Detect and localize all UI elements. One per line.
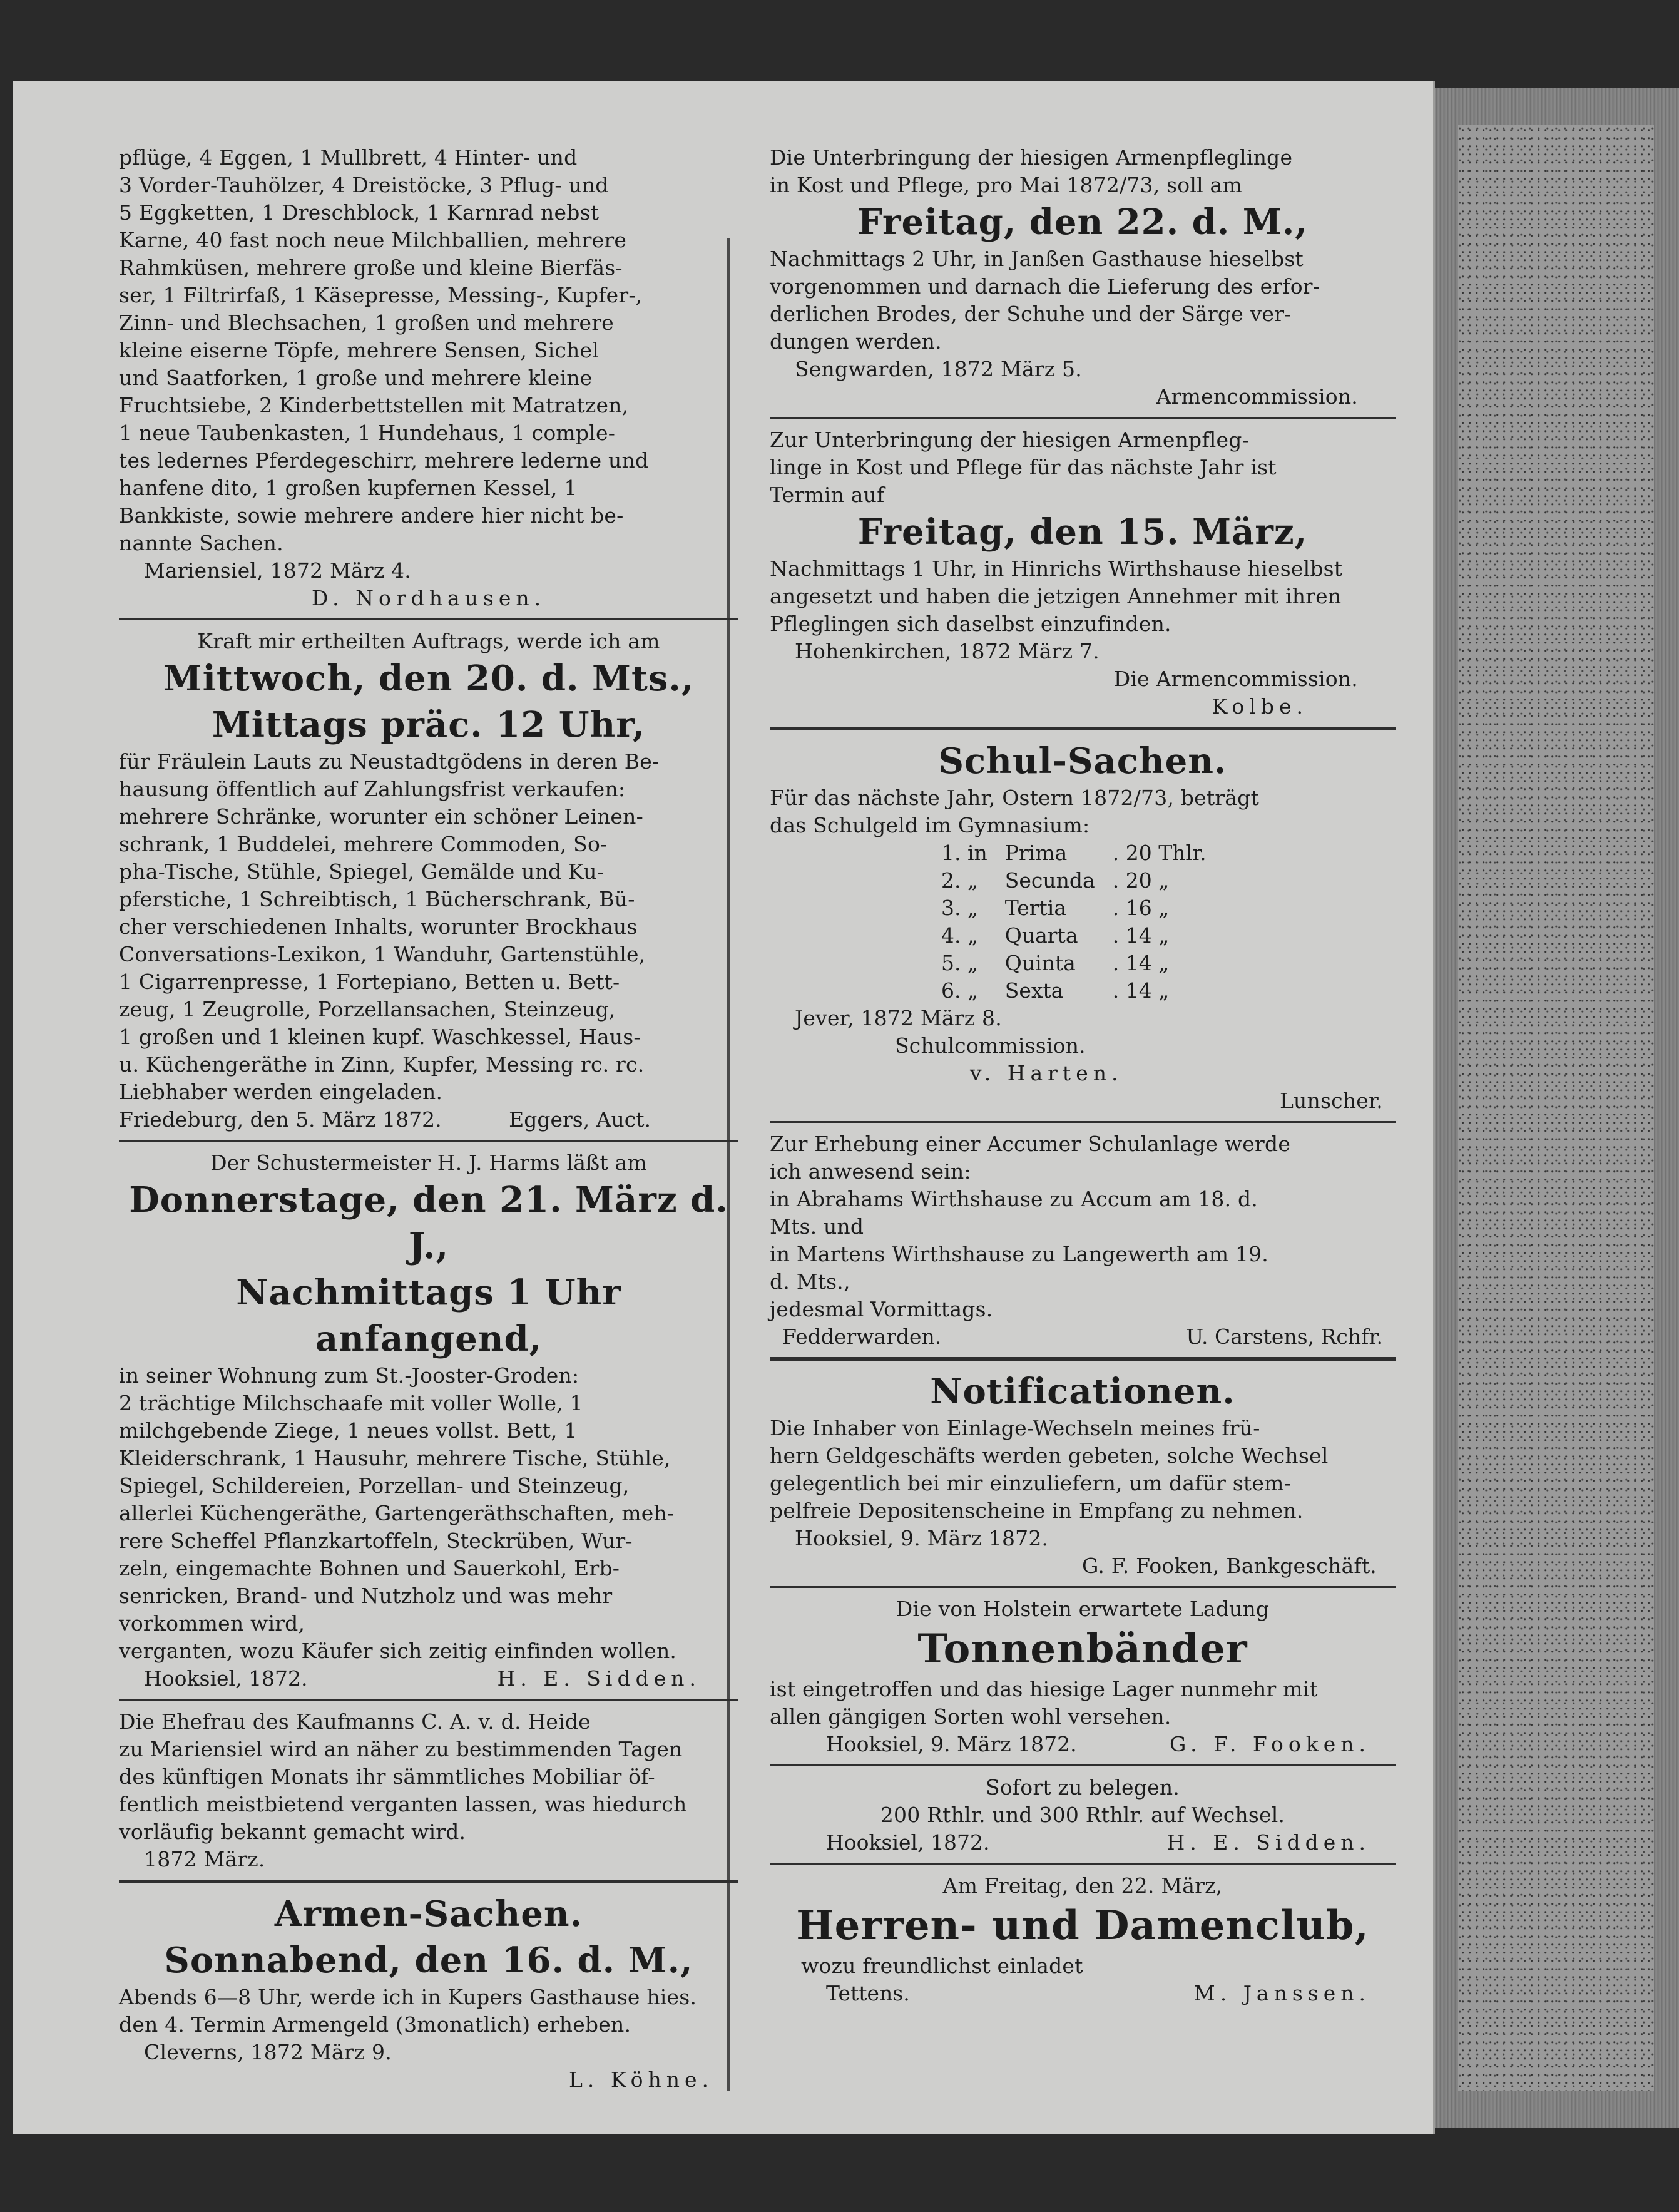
- place-date: Hohenkirchen, 1872 März 7.: [795, 639, 1100, 663]
- section-heading: Schul-Sachen.: [938, 740, 1227, 782]
- ad-intro: Die von Holstein erwartete Ladung: [896, 1597, 1270, 1621]
- ad-headline: Sonnabend, den 16. d. M.,: [164, 1940, 693, 1981]
- ad-headline: Herren- und Damenclub,: [796, 1902, 1369, 1949]
- ad-headline: Freitag, den 22. d. M.,: [857, 202, 1308, 243]
- signature: G. F. Fooken, Bankgeschäft.: [1081, 1554, 1377, 1578]
- text-line: 5 Eggketten, 1 Dreschblock, 1 Karnrad nebst: [119, 200, 600, 225]
- signature: H. E. Sidden.: [1166, 1830, 1370, 1855]
- text-line: Mts. und: [770, 1214, 864, 1239]
- text-line: Karne, 40 fast noch neue Milchballien, mehrere: [119, 228, 627, 252]
- place-date: Jever, 1872 März 8.: [795, 1006, 1002, 1030]
- text-line: angesetzt und haben die jetzigen Annehmer mit ihren: [770, 584, 1342, 608]
- text-line: fentlich meistbietend verganten lassen, was hiedurch: [119, 1792, 687, 1816]
- school-fee-amount: . 20 Thlr.: [1112, 841, 1207, 865]
- ad-intro: Sofort zu belegen.: [986, 1775, 1180, 1800]
- ad-body-line: wozu freundlichst einladet: [801, 1953, 1083, 1978]
- notice-loan: [770, 1774, 1396, 1856]
- signature: U. Carstens, Rchfr.: [1186, 1324, 1383, 1349]
- auction-notice-eggers: [119, 628, 738, 1134]
- text-line: zu Mariensiel wird an näher zu bestimmenden Tagen: [119, 1737, 683, 1761]
- ad-intro: Der Schustermeister H. J. Harms läßt am: [210, 1150, 647, 1175]
- text-line: d. Mts.,: [770, 1269, 850, 1294]
- separator-rule-thick: [119, 1880, 738, 1883]
- ad-body: [770, 144, 1396, 199]
- text-line: Zinn- und Blechsachen, 1 großen und mehrere: [119, 310, 614, 335]
- ad-body: [770, 1676, 1396, 1731]
- text-line: den 4. Termin Armengeld (3monatlich) erheben.: [119, 2012, 631, 2037]
- separator-rule-thick: [770, 1357, 1396, 1361]
- separator-rule: [770, 1764, 1396, 1766]
- ad-body: [119, 1708, 738, 1846]
- text-line: rere Scheffel Pflanzkartoffeln, Steckrüben, Wur-: [119, 1528, 633, 1553]
- ad-body: [770, 784, 1396, 839]
- school-fee-n: 4. „: [941, 923, 979, 948]
- ad-headline: Donnerstage, den 21. März d. J.,: [129, 1179, 728, 1267]
- school-fee-row: [932, 922, 1215, 950]
- school-fee-n: 6. „: [941, 978, 979, 1003]
- text-line: Kleiderschrank, 1 Hausuhr, mehrere Tische, Stühle,: [119, 1446, 671, 1470]
- school-fee-n: 2. „: [941, 868, 979, 893]
- school-fee-name: Quarta: [1004, 923, 1078, 948]
- text-line: u. Küchengeräthe in Zinn, Kupfer, Messing rc. rc.: [119, 1052, 645, 1077]
- text-line: schrank, 1 Buddelei, mehrere Commoden, So-: [119, 832, 608, 856]
- place-date: Hooksiel, 9. März 1872.: [826, 1732, 1077, 1756]
- text-line: derlichen Brodes, der Schuhe und der Särge ver-: [770, 302, 1292, 326]
- text-line: in Martens Wirthshause zu Langewerth am 19.: [770, 1242, 1268, 1266]
- text-line: Abends 6—8 Uhr, werde ich in Kupers Gasthause hies.: [119, 1985, 697, 2009]
- signature: M. Janssen.: [1193, 1981, 1370, 2005]
- signature-second: Lunscher.: [1279, 1088, 1383, 1113]
- school-fee-n: 1. in: [941, 841, 987, 865]
- notice-sengwarden: [770, 144, 1396, 411]
- text-line: hausung öffentlich auf Zahlungsfrist verkaufen:: [119, 777, 626, 801]
- text-line: in Kost und Pflege, pro Mai 1872/73, soll am: [770, 173, 1242, 197]
- text-line: Die Ehefrau des Kaufmanns C. A. v. d. Heide: [119, 1709, 591, 1734]
- text-line: allen gängigen Sorten wohl versehen.: [770, 1704, 1171, 1729]
- section-heading: Armen-Sachen.: [274, 1893, 583, 1935]
- text-line: und Saatforken, 1 große und mehrere kleine: [119, 366, 593, 390]
- text-line: gelegentlich bei mir einzuliefern, um dafür stem-: [770, 1471, 1291, 1495]
- notifications: [770, 1368, 1396, 1580]
- text-line: milchgebende Ziege, 1 neues vollst. Bett, 1: [119, 1418, 578, 1443]
- text-line: Fruchtsiebe, 2 Kinderbettstellen mit Matratzen,: [119, 393, 629, 417]
- ad-headline-time: Mittags präc. 12 Uhr,: [212, 704, 646, 745]
- school-fee-amount: . 16 „: [1112, 896, 1170, 920]
- ad-headline: Freitag, den 15. März,: [857, 511, 1308, 553]
- left-column: [119, 144, 738, 2094]
- school-fee-row: [932, 950, 1215, 977]
- signature: D. Nordhausen.: [311, 586, 546, 610]
- text-line: 1 neue Taubenkasten, 1 Hundehaus, 1 comple-: [119, 421, 616, 445]
- separator-rule: [770, 1586, 1396, 1588]
- text-line: Conversations-Lexikon, 1 Wanduhr, Gartenstühle,: [119, 942, 646, 966]
- school-fees-notice: [770, 738, 1396, 1115]
- text-line: 1 großen und 1 kleinen kupf. Waschkessel, Haus-: [119, 1025, 641, 1049]
- school-fee-amount: . 14 „: [1112, 978, 1170, 1003]
- notice-hohenkirchen: [770, 426, 1396, 720]
- school-fee-name: Prima: [1004, 841, 1068, 865]
- place-date: Sengwarden, 1872 März 5.: [795, 357, 1082, 381]
- place-date: Hooksiel, 1872.: [826, 1830, 990, 1855]
- text-line: Für das nächste Jahr, Ostern 1872/73, beträgt: [770, 786, 1259, 810]
- ad-intro: Am Freitag, den 22. März,: [942, 1873, 1223, 1898]
- poor-relief-notice: [119, 1891, 738, 2094]
- signature: Armencommission.: [1156, 384, 1358, 409]
- signature: v. Harten.: [970, 1061, 1123, 1085]
- text-line: verganten, wozu Käufer sich zeitig einfinden wollen.: [119, 1639, 677, 1663]
- ad-headline: Tonnenbänder: [917, 1626, 1248, 1672]
- text-line: hanfene dito, 1 großen kupfernen Kessel, 1: [119, 476, 578, 500]
- ad-body: [119, 1984, 738, 2039]
- text-line: pferstiche, 1 Schreibtisch, 1 Bücherschrank, Bü-: [119, 887, 635, 911]
- text-line: Bankkiste, sowie mehrere andere hier nicht be-: [119, 503, 624, 528]
- place-date: 1872 März.: [144, 1847, 265, 1871]
- text-line: tes ledernes Pferdegeschirr, mehrere lederne und: [119, 448, 649, 473]
- text-line: vorkommen wird,: [119, 1611, 305, 1636]
- separator-rule: [119, 1699, 738, 1701]
- auction-notice-harms: [119, 1149, 738, 1692]
- text-line: Spiegel, Schildereien, Porzellan- und Steinzeug,: [119, 1473, 630, 1498]
- text-line: mehrere Schränke, worunter ein schöner Leinen-: [119, 804, 643, 829]
- ad-body-line: 200 Rthlr. und 300 Rthlr. auf Wechsel.: [880, 1803, 1285, 1827]
- text-line: Termin auf: [770, 483, 885, 507]
- text-line: linge in Kost und Pflege für das nächste Jahr ist: [770, 455, 1277, 479]
- text-line: zeug, 1 Zeugrolle, Porzellansachen, Steinzeug,: [119, 997, 616, 1022]
- commission-signature: Schulcommission.: [895, 1033, 1086, 1058]
- separator-rule: [770, 1863, 1396, 1865]
- ad-body: [770, 1415, 1396, 1525]
- ad-body: [119, 1362, 738, 1665]
- school-fee-amount: . 14 „: [1112, 923, 1170, 948]
- ad-body: [119, 748, 738, 1106]
- book-page-edges: [1433, 88, 1679, 2128]
- text-line: Liebhaber werden eingeladen.: [119, 1080, 443, 1104]
- ad-body: [770, 555, 1396, 638]
- text-line: des künftigen Monats ihr sämmtliches Mobiliar öf-: [119, 1764, 655, 1789]
- signature: Eggers, Auct.: [509, 1107, 651, 1132]
- text-line: ser, 1 Filtrirfaß, 1 Käsepresse, Messing-, Kupfer-,: [119, 283, 643, 307]
- text-line: in seiner Wohnung zum St.-Jooster-Groden:: [119, 1363, 579, 1388]
- ad-body: [770, 1130, 1396, 1323]
- text-line: nannte Sachen.: [119, 531, 283, 555]
- auction-notice-nordhausen: [119, 144, 738, 612]
- page-edge-texture: [1458, 125, 1654, 2091]
- notice-tonnenbaender: [770, 1595, 1396, 1758]
- text-line: Nachmittags 1 Uhr, in Hinrichs Wirthshause hieselbst: [770, 556, 1343, 581]
- place-date: Friedeburg, den 5. März 1872.: [119, 1107, 442, 1132]
- separator-rule: [770, 417, 1396, 419]
- signature: Kolbe.: [1212, 694, 1308, 719]
- text-line: vorläufig bekannt gemacht wird.: [119, 1820, 466, 1844]
- place-date: Tettens.: [826, 1981, 910, 2005]
- school-fee-name: Secunda: [1004, 868, 1095, 893]
- text-line: in Abrahams Wirthshause zu Accum am 18. d.: [770, 1187, 1258, 1211]
- ad-body: [770, 245, 1396, 356]
- text-line: 1 Cigarrenpresse, 1 Fortepiano, Betten u. Bett-: [119, 970, 620, 994]
- school-fee-name: Sexta: [1004, 978, 1064, 1003]
- separator-rule-thick: [770, 727, 1396, 730]
- text-line: hern Geldgeschäfts werden gebeten, solche Wechsel: [770, 1443, 1329, 1468]
- text-line: senricken, Brand- und Nutzholz und was mehr: [119, 1584, 613, 1608]
- ad-body: [770, 426, 1396, 509]
- text-line: vorgenommen und darnach die Lieferung des erfor-: [770, 274, 1320, 299]
- place-date: Fedderwarden.: [782, 1324, 942, 1349]
- text-line: Zur Unterbringung der hiesigen Armenpfleg-: [770, 428, 1249, 452]
- place-date: Cleverns, 1872 März 9.: [144, 2040, 392, 2064]
- text-line: kleine eiserne Töpfe, mehrere Sensen, Sichel: [119, 338, 599, 362]
- text-line: Pfleglingen sich daselbst einzufinden.: [770, 612, 1171, 636]
- school-fee-amount: . 20 „: [1112, 868, 1170, 893]
- place-date: Hooksiel, 9. März 1872.: [795, 1526, 1049, 1550]
- school-fee-row: [932, 977, 1215, 1005]
- text-line: pflüge, 4 Eggen, 1 Mullbrett, 4 Hinter- und: [119, 145, 578, 170]
- commission-signature: Die Armencommission.: [1113, 667, 1358, 691]
- text-line: ist eingetroffen und das hiesige Lager nunmehr mit: [770, 1677, 1318, 1701]
- signature: G. F. Fooken.: [1170, 1732, 1370, 1756]
- text-line: Rahmküsen, mehrere große und kleine Bierfäs-: [119, 255, 623, 280]
- separator-rule: [119, 1140, 738, 1142]
- separator-rule: [119, 618, 738, 620]
- school-fee-name: Tertia: [1004, 896, 1067, 920]
- notice-accum-school-levy: [770, 1130, 1396, 1351]
- school-fee-amount: . 14 „: [1112, 951, 1170, 975]
- text-line: Zur Erhebung einer Accumer Schulanlage werde: [770, 1132, 1291, 1156]
- right-column: [770, 144, 1396, 2007]
- school-fee-table: [932, 839, 1215, 1005]
- school-fee-row: [932, 867, 1215, 894]
- place-date: Mariensiel, 1872 März 4.: [144, 558, 412, 583]
- ad-headline-time: Nachmittags 1 Uhr anfangend,: [236, 1272, 621, 1359]
- place-date: Hooksiel, 1872.: [144, 1666, 308, 1691]
- text-line: cher verschiedenen Inhalts, worunter Brockhaus: [119, 914, 638, 939]
- text-line: dungen werden.: [770, 329, 942, 354]
- text-line: 3 Vorder-Tauhölzer, 4 Dreistöcke, 3 Pflug- und: [119, 173, 609, 197]
- notice-club: [770, 1872, 1396, 2007]
- school-fee-row: [932, 839, 1215, 867]
- text-line: ich anwesend sein:: [770, 1159, 971, 1184]
- signature: L. Köhne.: [568, 2067, 713, 2092]
- text-line: Die Inhaber von Einlage-Wechseln meines frü-: [770, 1416, 1260, 1440]
- ad-intro: Kraft mir ertheilten Auftrags, werde ich am: [197, 629, 660, 653]
- text-line: allerlei Küchengeräthe, Gartengeräthschaften, meh-: [119, 1501, 675, 1525]
- newspaper-page: [13, 81, 1435, 2134]
- text-line: zeln, eingemachte Bohnen und Sauerkohl, Erb-: [119, 1556, 620, 1580]
- school-fee-n: 5. „: [941, 951, 979, 975]
- text-line: jedesmal Vormittags.: [770, 1297, 993, 1321]
- text-line: das Schulgeld im Gymnasium:: [770, 813, 1090, 837]
- school-fee-name: Quinta: [1004, 951, 1076, 975]
- signature: H. E. Sidden.: [497, 1666, 701, 1691]
- school-fee-n: 3. „: [941, 896, 979, 920]
- section-heading: Notificationen.: [930, 1371, 1235, 1412]
- separator-rule: [770, 1121, 1396, 1123]
- text-line: pha-Tische, Stühle, Spiegel, Gemälde und Ku-: [119, 859, 605, 884]
- text-line: Nachmittags 2 Uhr, in Janßen Gasthause hieselbst: [770, 247, 1304, 271]
- text-line: 2 trächtige Milchschaafe mit voller Wolle, 1: [119, 1391, 583, 1415]
- text-line: für Fräulein Lauts zu Neustadtgödens in deren Be-: [119, 749, 660, 774]
- school-fee-row: [932, 894, 1215, 922]
- ad-headline: Mittwoch, den 20. d. Mts.,: [163, 658, 695, 699]
- text-line: Die Unterbringung der hiesigen Armenpfleglinge: [770, 145, 1293, 170]
- text-line: pelfreie Depositenscheine in Empfang zu nehmen.: [770, 1498, 1304, 1523]
- notice-heide: [119, 1708, 738, 1873]
- ad-body: [119, 144, 738, 557]
